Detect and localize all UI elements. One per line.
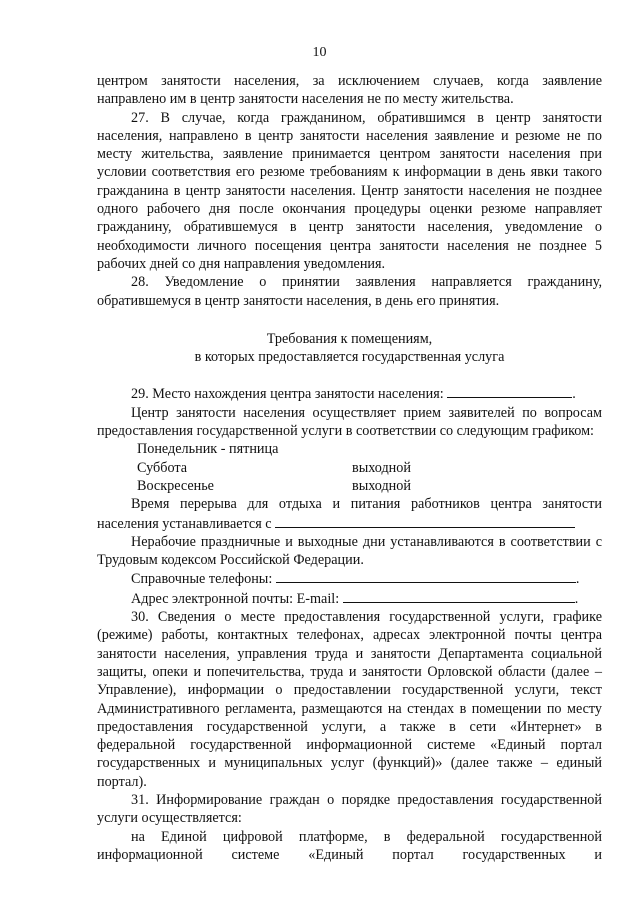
schedule-value: выходной [352, 459, 411, 476]
paragraph-31: 31. Информирование граждан о порядке предоставления государственной услуги осуществляется: [97, 791, 602, 827]
paragraph-30: 30. Сведения о месте предоставления государственной услуги, графике (режиме) работы, контактных телефонах, адресах электронной почты центра занятости населения, управления труда и занятости Департамента социальной защиты, опеки и попечительства, труда и занятости Орловской области (далее – Управление), информации о предоставлении государственной услуги, текст Административного регламента, размещаются на стендах в помещении по месту предоставления государственной услуги, а также в сети «Интернет» в федеральной государственной информационной системе «Единый портал государственных и муниципальных услуг (функций)» (далее также – единый портал). [97, 609, 602, 790]
paragraph-31-item: на Единой цифровой платформе, в федеральной государственной информационной системе «Единый портал государственных и [97, 828, 602, 863]
phones: Справочные телефоны: . [131, 571, 580, 588]
phones-blank [276, 569, 576, 583]
document-body [97, 72, 602, 864]
email-label: Адрес электронной почты: E-mail: [131, 590, 340, 607]
schedule-row [97, 477, 602, 495]
schedule-day: Понедельник - пятница [137, 441, 279, 458]
paragraph-27: 27. В случае, когда гражданином, обратившимся в центр занятости населения, направлено в центр занятости населения заявление и резюме не по месту жительства, заявление принимается центром занятости населения при условии соответствия его резюме требованиям к информации в день явки такого гражданина в центр занятости населения. Центр занятости населения не позднее одного рабочего дня после окончания процедуры оценки резюме направляет гражданину, обратившемуся в центр занятости населения, уведомление о необходимости личного посещения центра занятости населения не позднее 5 рабочих дней со дня направления уведомления. [97, 109, 602, 272]
paragraph-29-location: 29. Место нахождения центра занятости населения: . [131, 386, 576, 403]
schedule-row [97, 440, 602, 458]
email-blank [343, 589, 575, 603]
location-blank [447, 384, 572, 398]
break-time-blank [275, 514, 575, 528]
phones-label: Справочные телефоны: [131, 571, 273, 588]
paragraph-28: 28. Уведомление о принятии заявления направляется гражданину, обратившемуся в центр занятости населения, в день его принятия. [97, 274, 602, 309]
paragraph-continuation: центром занятости населения, за исключением случаев, когда заявление направлено им в центр занятости населения не по месту жительства. [97, 73, 602, 108]
email: Адрес электронной почты: E-mail: . [131, 590, 579, 607]
section-heading-line2: в которых предоставляется государственная услуга [194, 349, 505, 366]
holidays: Нерабочие праздничные и выходные дни устанавливаются в соответствии с Трудовым кодексом Российской Федерации. [97, 533, 602, 569]
break-time-text: Время перерыва для отдыха и питания работников центра занятости населения устанавливается с [97, 496, 602, 532]
schedule-day: Суббота [137, 459, 188, 476]
section-heading-line1: Требования к помещениям, [266, 330, 433, 347]
schedule-intro: Центр занятости населения осуществляет прием заявителей по вопросам предоставления государственной услуги в соответствии со следующим графиком: [97, 404, 602, 440]
schedule-row [97, 459, 602, 477]
location-label: 29. Место нахождения центра занятости населения: [131, 386, 444, 403]
break-time [97, 495, 602, 533]
schedule-value: выходной [352, 477, 411, 494]
page-number: 10 [312, 45, 327, 60]
schedule-day: Воскресенье [137, 477, 214, 494]
